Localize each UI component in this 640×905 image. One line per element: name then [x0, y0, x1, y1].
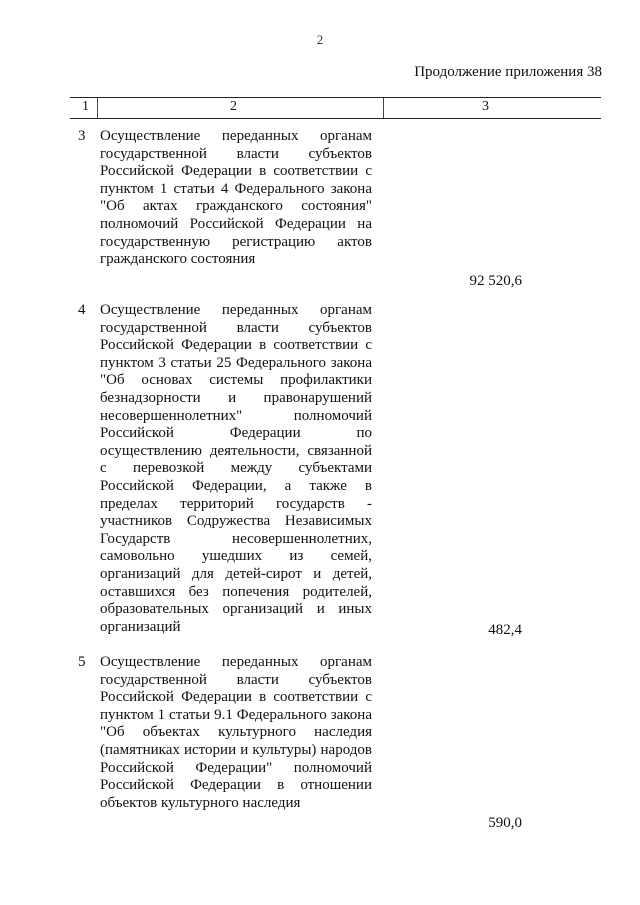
continuation-title: Продолжение приложения 38 — [414, 64, 602, 80]
page-number: 2 — [316, 32, 324, 47]
row-number: 3 — [78, 128, 86, 144]
header-col-3: 3 — [482, 99, 489, 114]
row-number: 4 — [78, 302, 86, 318]
row-description: Осуществление переданных органам государственной власти субъектов Российской Федерации в соответствии с пунктом 3 статьи 25 Федерального закона "Об основах системы профилактики безнадзорности и правонарушений несовершеннолетних" полномочий Российской Федерации по осуществлению деятельности, связанной с перевозкой между субъектами Российской Федерации, а также в пределах территорий государств - участников Содружества Независимых Государств несовершеннолетних, самовольно ушедших из семей, организаций для детей-сирот и детей, оставшихся без попечения родителей, образовательных организаций и иных организаций — [100, 302, 372, 635]
table-header — [70, 97, 601, 119]
row-amount: 92 520,6 — [469, 273, 522, 289]
header-col-1: 1 — [82, 99, 89, 114]
row-number: 5 — [78, 654, 86, 670]
row-description: Осуществление переданных органам государственной власти субъектов Российской Федерации в соответствии с пунктом 1 статьи 4 Федерального закона "Об актах гражданского состояния" полномочий Российской Федерации на государственную регистрацию актов гражданского состояния — [100, 128, 372, 268]
header-col-2: 2 — [230, 99, 237, 114]
row-amount: 482,4 — [488, 622, 522, 638]
row-amount: 590,0 — [488, 815, 522, 831]
row-description: Осуществление переданных органам государственной власти субъектов Российской Федерации в соответствии с пунктом 1 статьи 9.1 Федерального закона "Об объектах культурного наследия (памятниках истории и культуры) народов Российской Федерации" полномочий Российской Федерации в отношении объектов культурного наследия — [100, 654, 372, 811]
